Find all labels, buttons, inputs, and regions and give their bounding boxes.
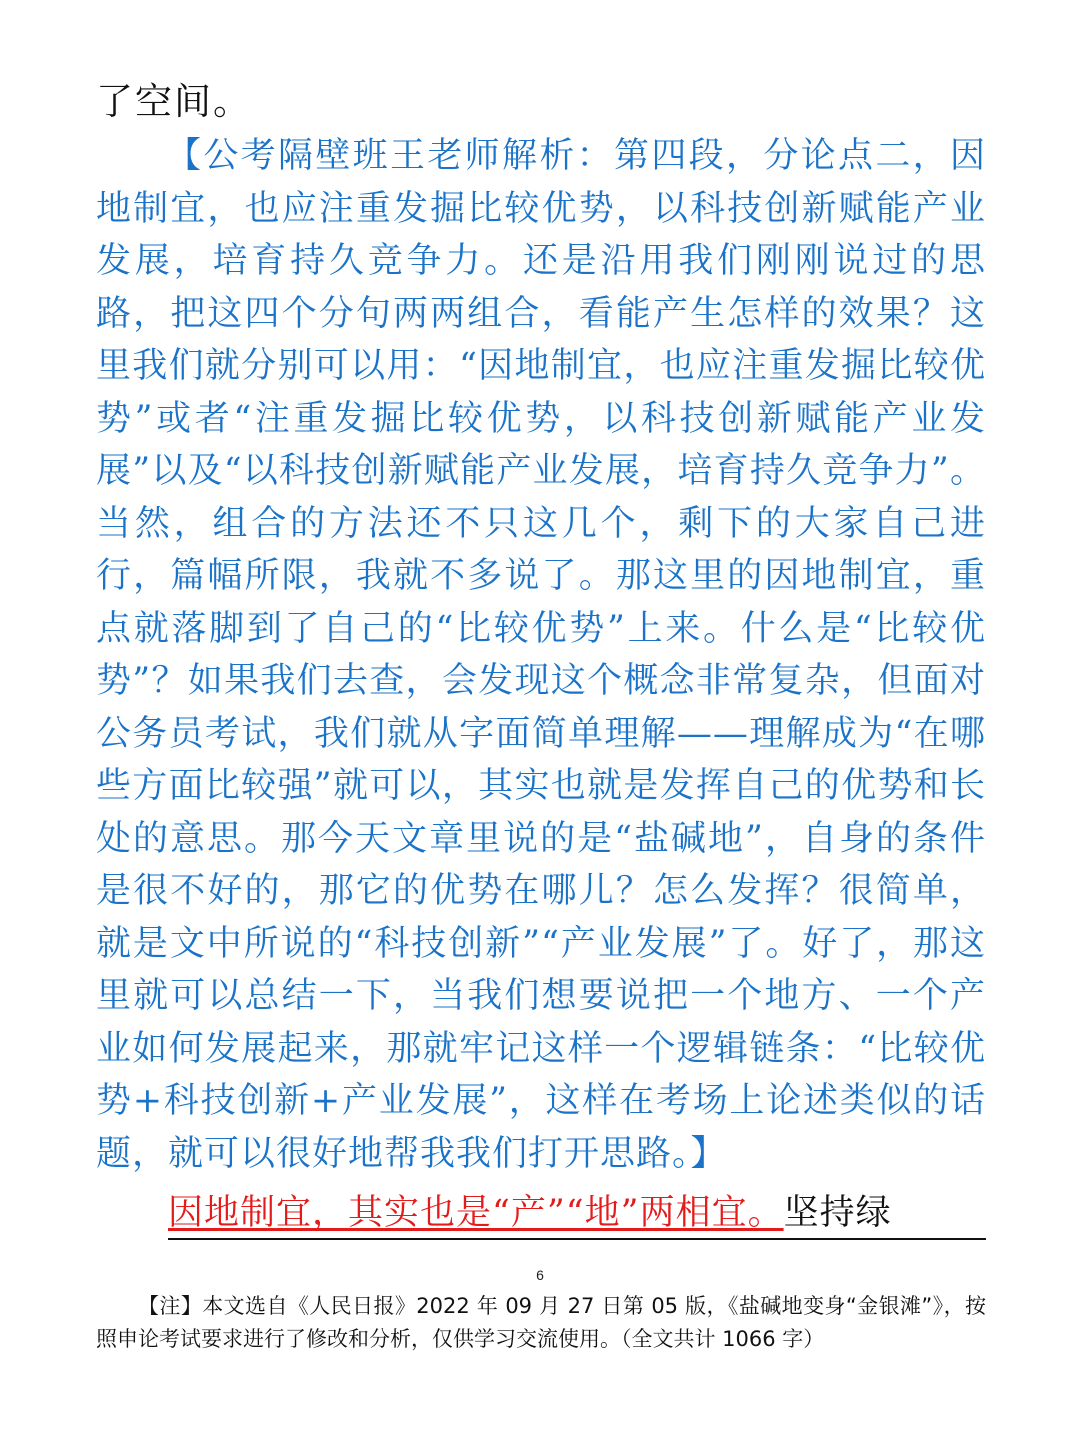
highlighted-sentence: 因地制宜，其实也是“产”“地”两相宜。: [168, 1193, 784, 1233]
body-text-fragment: 了空间。: [96, 80, 252, 123]
summary-line: [168, 1188, 986, 1240]
page-number: 6: [536, 1267, 544, 1283]
analysis-paragraph: 【公考隔壁班王老师解析：第四段，分论点二，因地制宜，也应注重发掘比较优势，以科技创新赋能产业发展，培育持久竞争力。还是沿用我们刚刚说过的思路，把这四个分句两两组合，看能产生怎样的效果？这里我们就分别可以用：“因地制宜，也应注重发掘比较优势”或者“注重发掘比较优势，以科技创新赋能产业发展”以及“以科技创新赋能产业发展，培育持久竞争力”。当然，组合的方法还不只这几个，剩下的大家自己进行，篇幅所限，我就不多说了。那这里的因地制宜，重点就落脚到了自己的“比较优势”上来。什么是“比较优势”？如果我们去查，会发现这个概念非常复杂，但面对公务员考试，我们就从字面简单理解——理解成为“在哪些方面比较强”就可以，其实也就是发挥自己的优势和长处的意思。那今天文章里说的是“盐碱地”，自身的条件是很不好的，那它的优势在哪儿？怎么发挥？很简单，就是文中所说的“科技创新”“产业发展”了。好了，那这里就可以总结一下，当我们想要说把一个地方、一个产业如何发展起来，那就牢记这样一个逻辑链条：“比较优势+科技创新+产业发展”，这样在考场上论述类似的话题，就可以很好地帮我我们打开思路。】: [96, 136, 986, 1174]
footnote: 【注】本文选自《人民日报》2022 年 09 月 27 日第 05 版，《盐碱地变身“金银滩”》，按照申论考试要求进行了修改和分析，仅供学习交流使用。（全文共计 1066 字）: [96, 1294, 986, 1351]
continuation-text: 坚持绿: [783, 1193, 892, 1233]
